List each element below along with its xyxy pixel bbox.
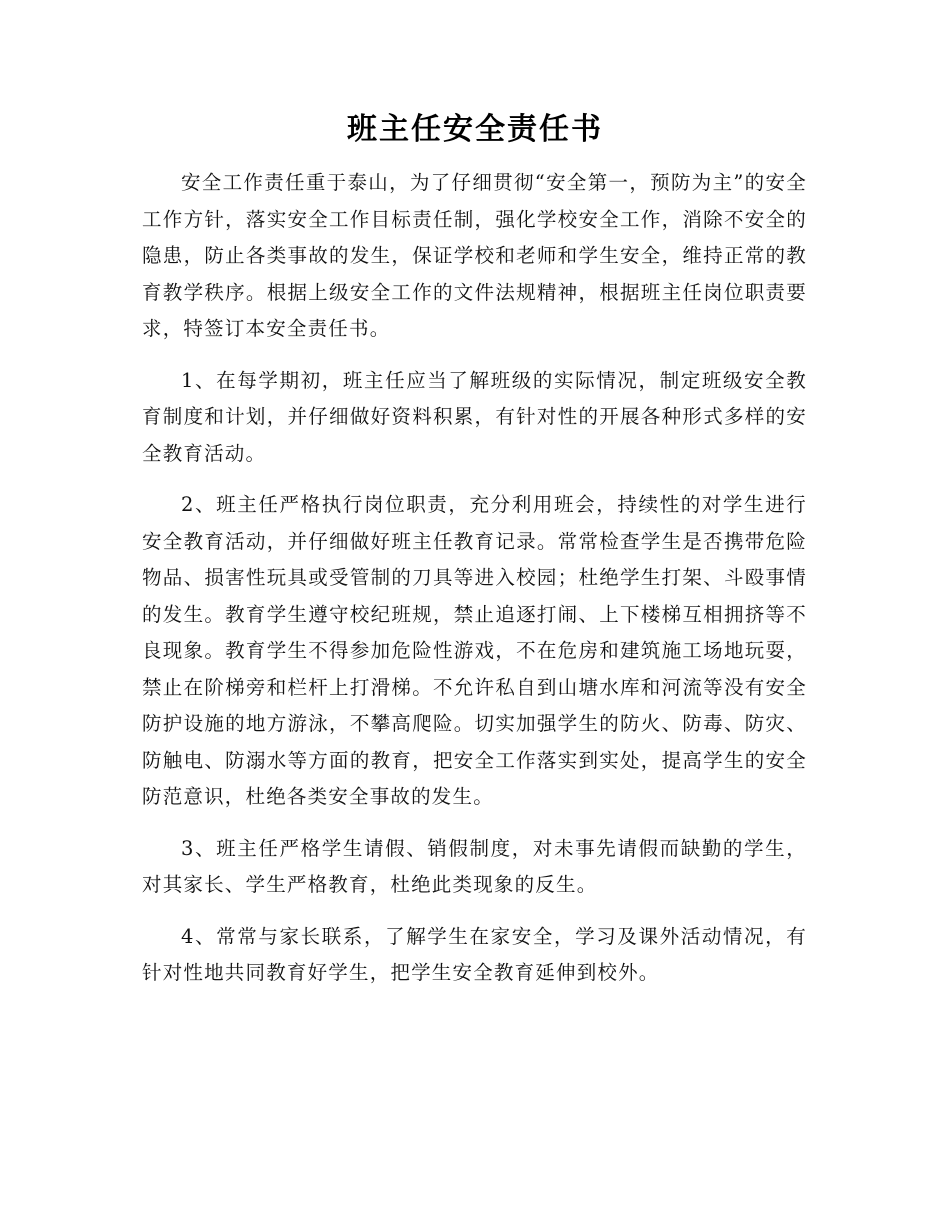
paragraph-item-4: 4、常常与家长联系，了解学生在家安全，学习及课外活动情况，有针对性地共同教育好学生，把学生安全教育延伸到校外。 [142, 924, 807, 984]
paragraph-item-1: 1、在每学期初，班主任应当了解班级的实际情况，制定班级安全教育制度和计划，并仔细做好资料积累，有针对性的开展各种形式多样的安全教育活动。 [142, 368, 807, 465]
paragraph-item-2: 2、班主任严格执行岗位职责，充分利用班会，持续性的对学生进行安全教育活动，并仔细做好班主任教育记录。常常检查学生是否携带危险物品、损害性玩具或受管制的刀具等进入校园；杜绝学生打架、斗殴事情的发生。教育学生遵守校纪班规，禁止追逐打闹、上下楼梯互相拥挤等不良现象。教育学生不得参加危险性游戏，不在危房和建筑施工场地玩耍，禁止在阶梯旁和栏杆上打滑梯。不允许私自到山塘水库和河流等没有安全防护设施的地方游泳，不攀高爬险。切实加强学生的防火、防毒、防灾、防触电、防溺水等方面的教育，把安全工作落实到实处，提高学生的安全防范意识，杜绝各类安全事故的发生。 [142, 493, 807, 808]
document-body [142, 165, 807, 1007]
document-title: 班主任安全责任书 [347, 112, 603, 147]
paragraph-item-3: 3、班主任严格学生请假、销假制度，对未事先请假而缺勤的学生，对其家长、学生严格教育，杜绝此类现象的反生。 [142, 836, 807, 896]
paragraph-intro: 安全工作责任重于泰山，为了仔细贯彻“安全第一，预防为主”的安全工作方针，落实安全工作目标责任制，强化学校安全工作，消除不安全的隐患，防止各类事故的发生，保证学校和老师和学生安全，维持正常的教育教学秩序。根据上级安全工作的文件法规精神，根据班主任岗位职责要求，特签订本安全责任书。 [142, 171, 807, 340]
